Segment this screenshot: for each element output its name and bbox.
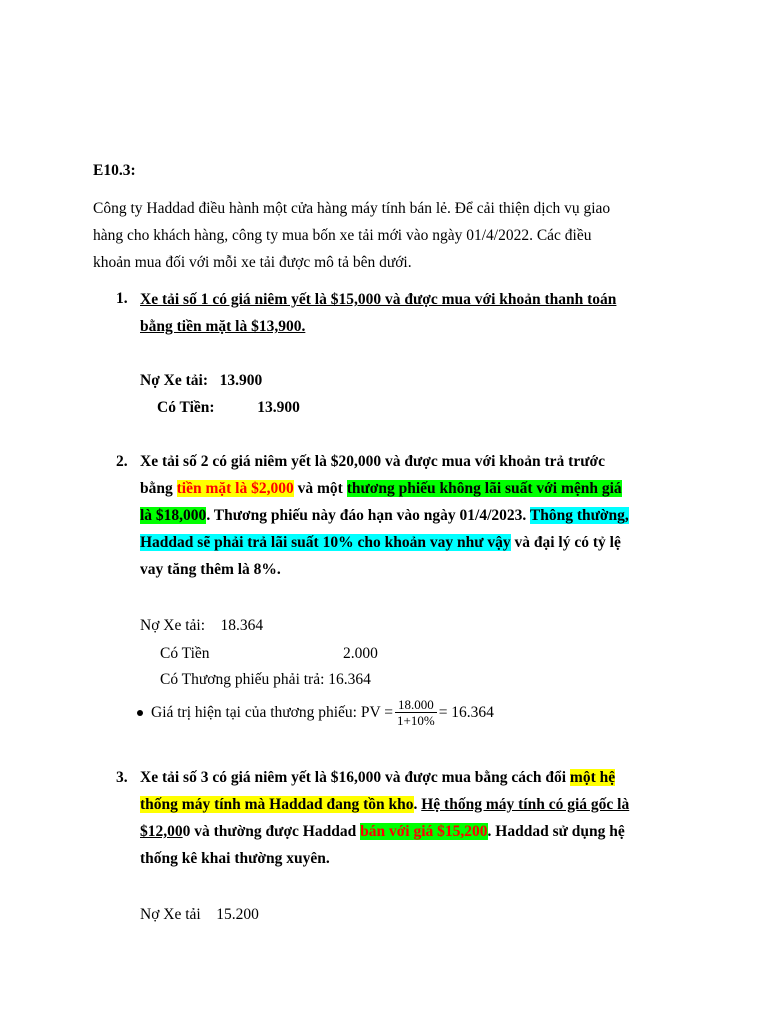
item1-line: bằng tiền mặt là $13,900. — [140, 318, 306, 335]
item1-line: Xe tải số 1 có giá niêm yết là $15,000 và được mua với khoản thanh toán — [140, 291, 617, 308]
bullet-icon — [137, 710, 143, 716]
text-run: và đại lý có tỷ lệ — [510, 534, 621, 551]
text-run: . Thương phiếu này đáo hạn vào ngày 01/4/2023. — [206, 507, 530, 524]
highlighted-text: thống máy tính mà Haddad đang tồn kho — [140, 796, 414, 813]
pv-prefix: Giá trị hiện tại của thương phiếu: PV = — [151, 703, 394, 721]
text-run: . — [413, 796, 422, 813]
pv-formula — [137, 697, 494, 728]
item3-line — [140, 791, 629, 818]
item2-debit: Nợ Xe tải: 18.364 — [140, 617, 264, 634]
item1-credit: Có Tiền: 13.900 — [157, 399, 300, 416]
item1-text — [140, 286, 616, 340]
text-run: bằng — [140, 480, 177, 497]
item-number: 1. — [116, 290, 128, 307]
item3-line — [140, 764, 629, 791]
highlighted-text: một hệ — [569, 769, 616, 786]
item3-debit: Nợ Xe tải 15.200 — [140, 906, 259, 923]
item-number: 3. — [116, 769, 128, 786]
item3-line — [140, 818, 629, 845]
pv-denominator: 1+10% — [397, 713, 435, 728]
intro-line: Công ty Haddad điều hành một cửa hàng máy tính bán lẻ. Để cải thiện dịch vụ giao — [93, 200, 611, 217]
highlighted-text: tiền mặt là $2,000 — [176, 480, 294, 497]
text-run: Xe tải số 3 có giá niêm yết là $16,000 và được mua bằng cách đổi — [140, 769, 570, 786]
intro-paragraph — [93, 195, 610, 276]
item2-line: Xe tải số 2 có giá niêm yết là $20,000 và được mua với khoản trả trước — [140, 453, 605, 470]
item2-line: vay tăng thêm là 8%. — [140, 561, 281, 578]
pv-numerator: 18.000 — [395, 697, 437, 713]
pv-suffix: = 16.364 — [438, 703, 494, 721]
item3-text — [140, 764, 629, 872]
underlined-text: Hệ thống máy tính có giá gốc là — [421, 796, 630, 813]
text-run: và một — [293, 480, 347, 497]
highlighted-text: Thông thường, — [529, 507, 629, 524]
item-number: 2. — [116, 453, 128, 470]
text-run: . Haddad sử dụng hệ — [487, 823, 625, 840]
highlighted-text: thương phiếu không lãi suất với mệnh giá — [346, 480, 622, 497]
highlighted-text: Haddad sẽ phải trả lãi suất 10% cho khoản vay như vậy — [140, 534, 511, 551]
highlighted-text: là $18,000 — [140, 507, 207, 524]
pv-fraction — [395, 697, 437, 728]
item2-line — [140, 529, 629, 556]
item2-credit2: Có Thương phiếu phải trả: 16.364 — [160, 671, 371, 688]
exercise-title: E10.3: — [93, 162, 136, 179]
item3-line: thống kê khai thường xuyên. — [140, 850, 330, 867]
item2-credit1-label: Có Tiền — [160, 645, 210, 662]
item2-line — [140, 502, 629, 529]
item2-text — [140, 448, 629, 583]
underlined-text: $12,00 — [140, 823, 183, 840]
intro-line: hàng cho khách hàng, công ty mua bốn xe tải mới vào ngày 01/4/2022. Các điều — [93, 227, 592, 244]
intro-line: khoản mua đối với mỗi xe tải được mô tả bên dưới. — [93, 254, 412, 271]
item2-line — [140, 475, 629, 502]
item1-debit: Nợ Xe tải: 13.900 — [140, 372, 263, 389]
item2-credit1-value: 2.000 — [343, 645, 378, 662]
text-run: 0 và thường được Haddad — [182, 823, 361, 840]
highlighted-text: bán với giá $15,200 — [360, 823, 488, 840]
